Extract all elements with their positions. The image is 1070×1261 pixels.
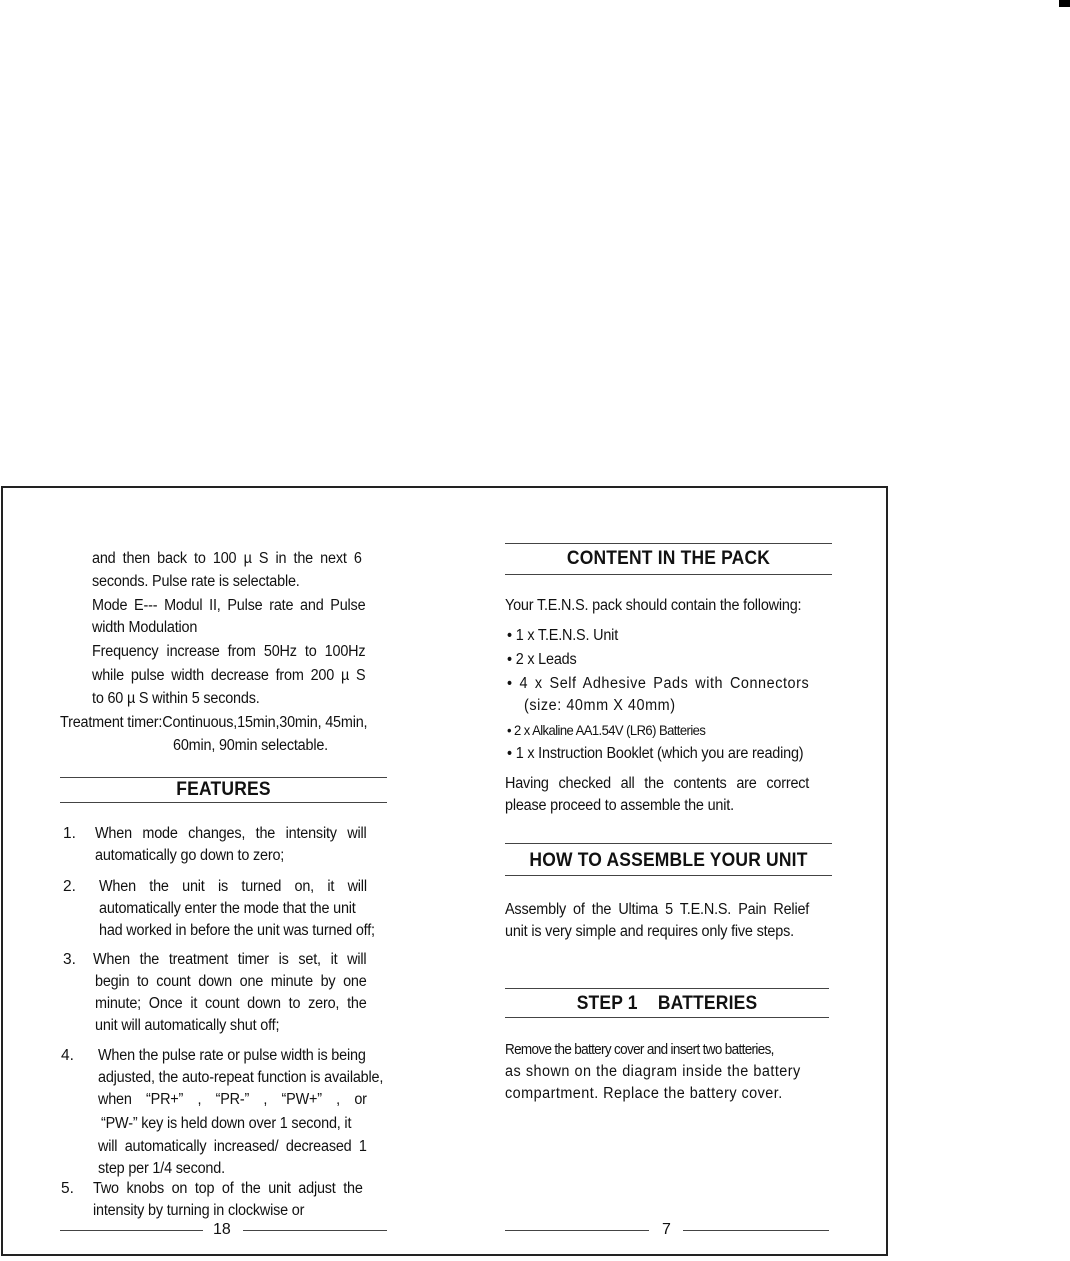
intro-line: and then back to 100 µ S in the next 6 [92,550,362,567]
features-heading: FEATURES [176,779,271,800]
heading-rule-bottom [505,875,832,876]
content-heading: CONTENT IN THE PACK [566,548,771,569]
page-number-rule [60,1230,203,1231]
feature-line: had worked in before the unit was turned off; [99,922,375,939]
pack-item: • 1 x T.E.N.S. Unit [507,627,619,644]
content-intro: Your T.E.N.S. pack should contain the following: [505,597,802,614]
intro-line: Frequency increase from 50Hz to 100Hz [92,643,366,660]
pack-item: • 2 x Leads [507,651,577,668]
pack-item: • 2 x Alkaline AA1.54V (LR6) Batteries [507,722,706,738]
treatment-timer-line: 60min, 90min selectable. [173,737,328,754]
heading-rule-top [505,988,829,989]
pack-item-text: 1 x T.E.N.S. Unit [515,627,619,644]
pack-item-text: 2 x Alkaline AA1.54V (LR6) Batteries [514,722,706,738]
page-number-rule [683,1230,829,1231]
feature-line: When the unit is turned on, it will [99,878,367,895]
pack-item-text: 4 x Self Adhesive Pads with Connectors [519,675,810,692]
feature-line: will automatically increased/ decreased 1 [98,1138,367,1155]
treatment-timer-line: Treatment timer:Continuous,15min,30min, 45min, [60,714,368,731]
pack-item-text: 2 x Leads [515,651,577,668]
assemble-text: unit is very simple and requires only five steps. [505,923,794,940]
heading-rule-top [505,543,832,544]
page-number-rule [243,1230,387,1231]
feature-number: 3. [63,951,76,968]
feature-number: 4. [61,1047,74,1064]
step-text: compartment. Replace the battery cover. [505,1085,783,1102]
heading-rule-bottom [505,1017,829,1018]
pads-size: (size: 40mm X 40mm) [524,697,676,714]
feature-number: 2. [63,878,76,895]
step-text: Remove the battery cover and insert two batteries, [505,1042,774,1058]
feature-line: begin to count down one minute by one [95,973,367,990]
page-number: 18 [213,1221,231,1238]
feature-line: When the treatment timer is set, it will [93,951,367,968]
booklet-spread [1,486,888,1256]
feature-line: Two knobs on top of the unit adjust the [93,1180,363,1197]
feature-line: when “PR+” , “PR-” , “PW+” , or [98,1091,367,1108]
intro-line: width Modulation [92,619,198,636]
intro-line: to 60 µ S within 5 seconds. [92,690,260,707]
feature-line: unit will automatically shut off; [95,1017,280,1034]
heading-rule-bottom [505,574,832,575]
intro-line: seconds. Pulse rate is selectable. [92,573,300,590]
heading-rule-top [505,843,832,844]
page-number: 7 [662,1221,671,1238]
pack-item-text: 1 x Instruction Booklet (which you are reading) [515,745,804,762]
feature-line: minute; Once it count down to zero, the [95,995,367,1012]
feature-line: When mode changes, the intensity will [95,825,367,842]
feature-line: intensity by turning in clockwise or [93,1202,305,1219]
page-number-rule [505,1230,649,1231]
step-text: as shown on the diagram inside the battery [505,1063,801,1080]
checked-text: please proceed to assemble the unit. [505,797,734,814]
heading-rule-bottom [60,802,387,803]
feature-line: adjusted, the auto-repeat function is available, [98,1069,384,1086]
feature-line: automatically enter the mode that the unit [99,900,356,917]
checked-text: Having checked all the contents are correct [505,775,810,792]
feature-line: “PW-” key is held down over 1 second, it [101,1115,352,1132]
step-heading: STEP 1 BATTERIES [576,993,758,1014]
pack-item: • 1 x Instruction Booklet (which you are reading) [507,745,804,762]
assemble-text: Assembly of the Ultima 5 T.E.N.S. Pain Relief [505,901,810,918]
feature-number: 5. [61,1180,74,1197]
assemble-heading: HOW TO ASSEMBLE YOUR UNIT [529,850,808,871]
feature-number: 1. [63,825,76,842]
intro-line: while pulse width decrease from 200 µ S [92,667,366,684]
heading-rule-top [60,777,387,778]
scan-corner-mark [1059,0,1070,7]
intro-line: Mode E--- Modul II, Pulse rate and Pulse [92,597,366,614]
feature-line: step per 1/4 second. [98,1160,225,1177]
feature-line: automatically go down to zero; [95,847,285,864]
pack-item: • 4 x Self Adhesive Pads with Connectors [507,675,810,692]
feature-line: When the pulse rate or pulse width is being [98,1047,366,1064]
